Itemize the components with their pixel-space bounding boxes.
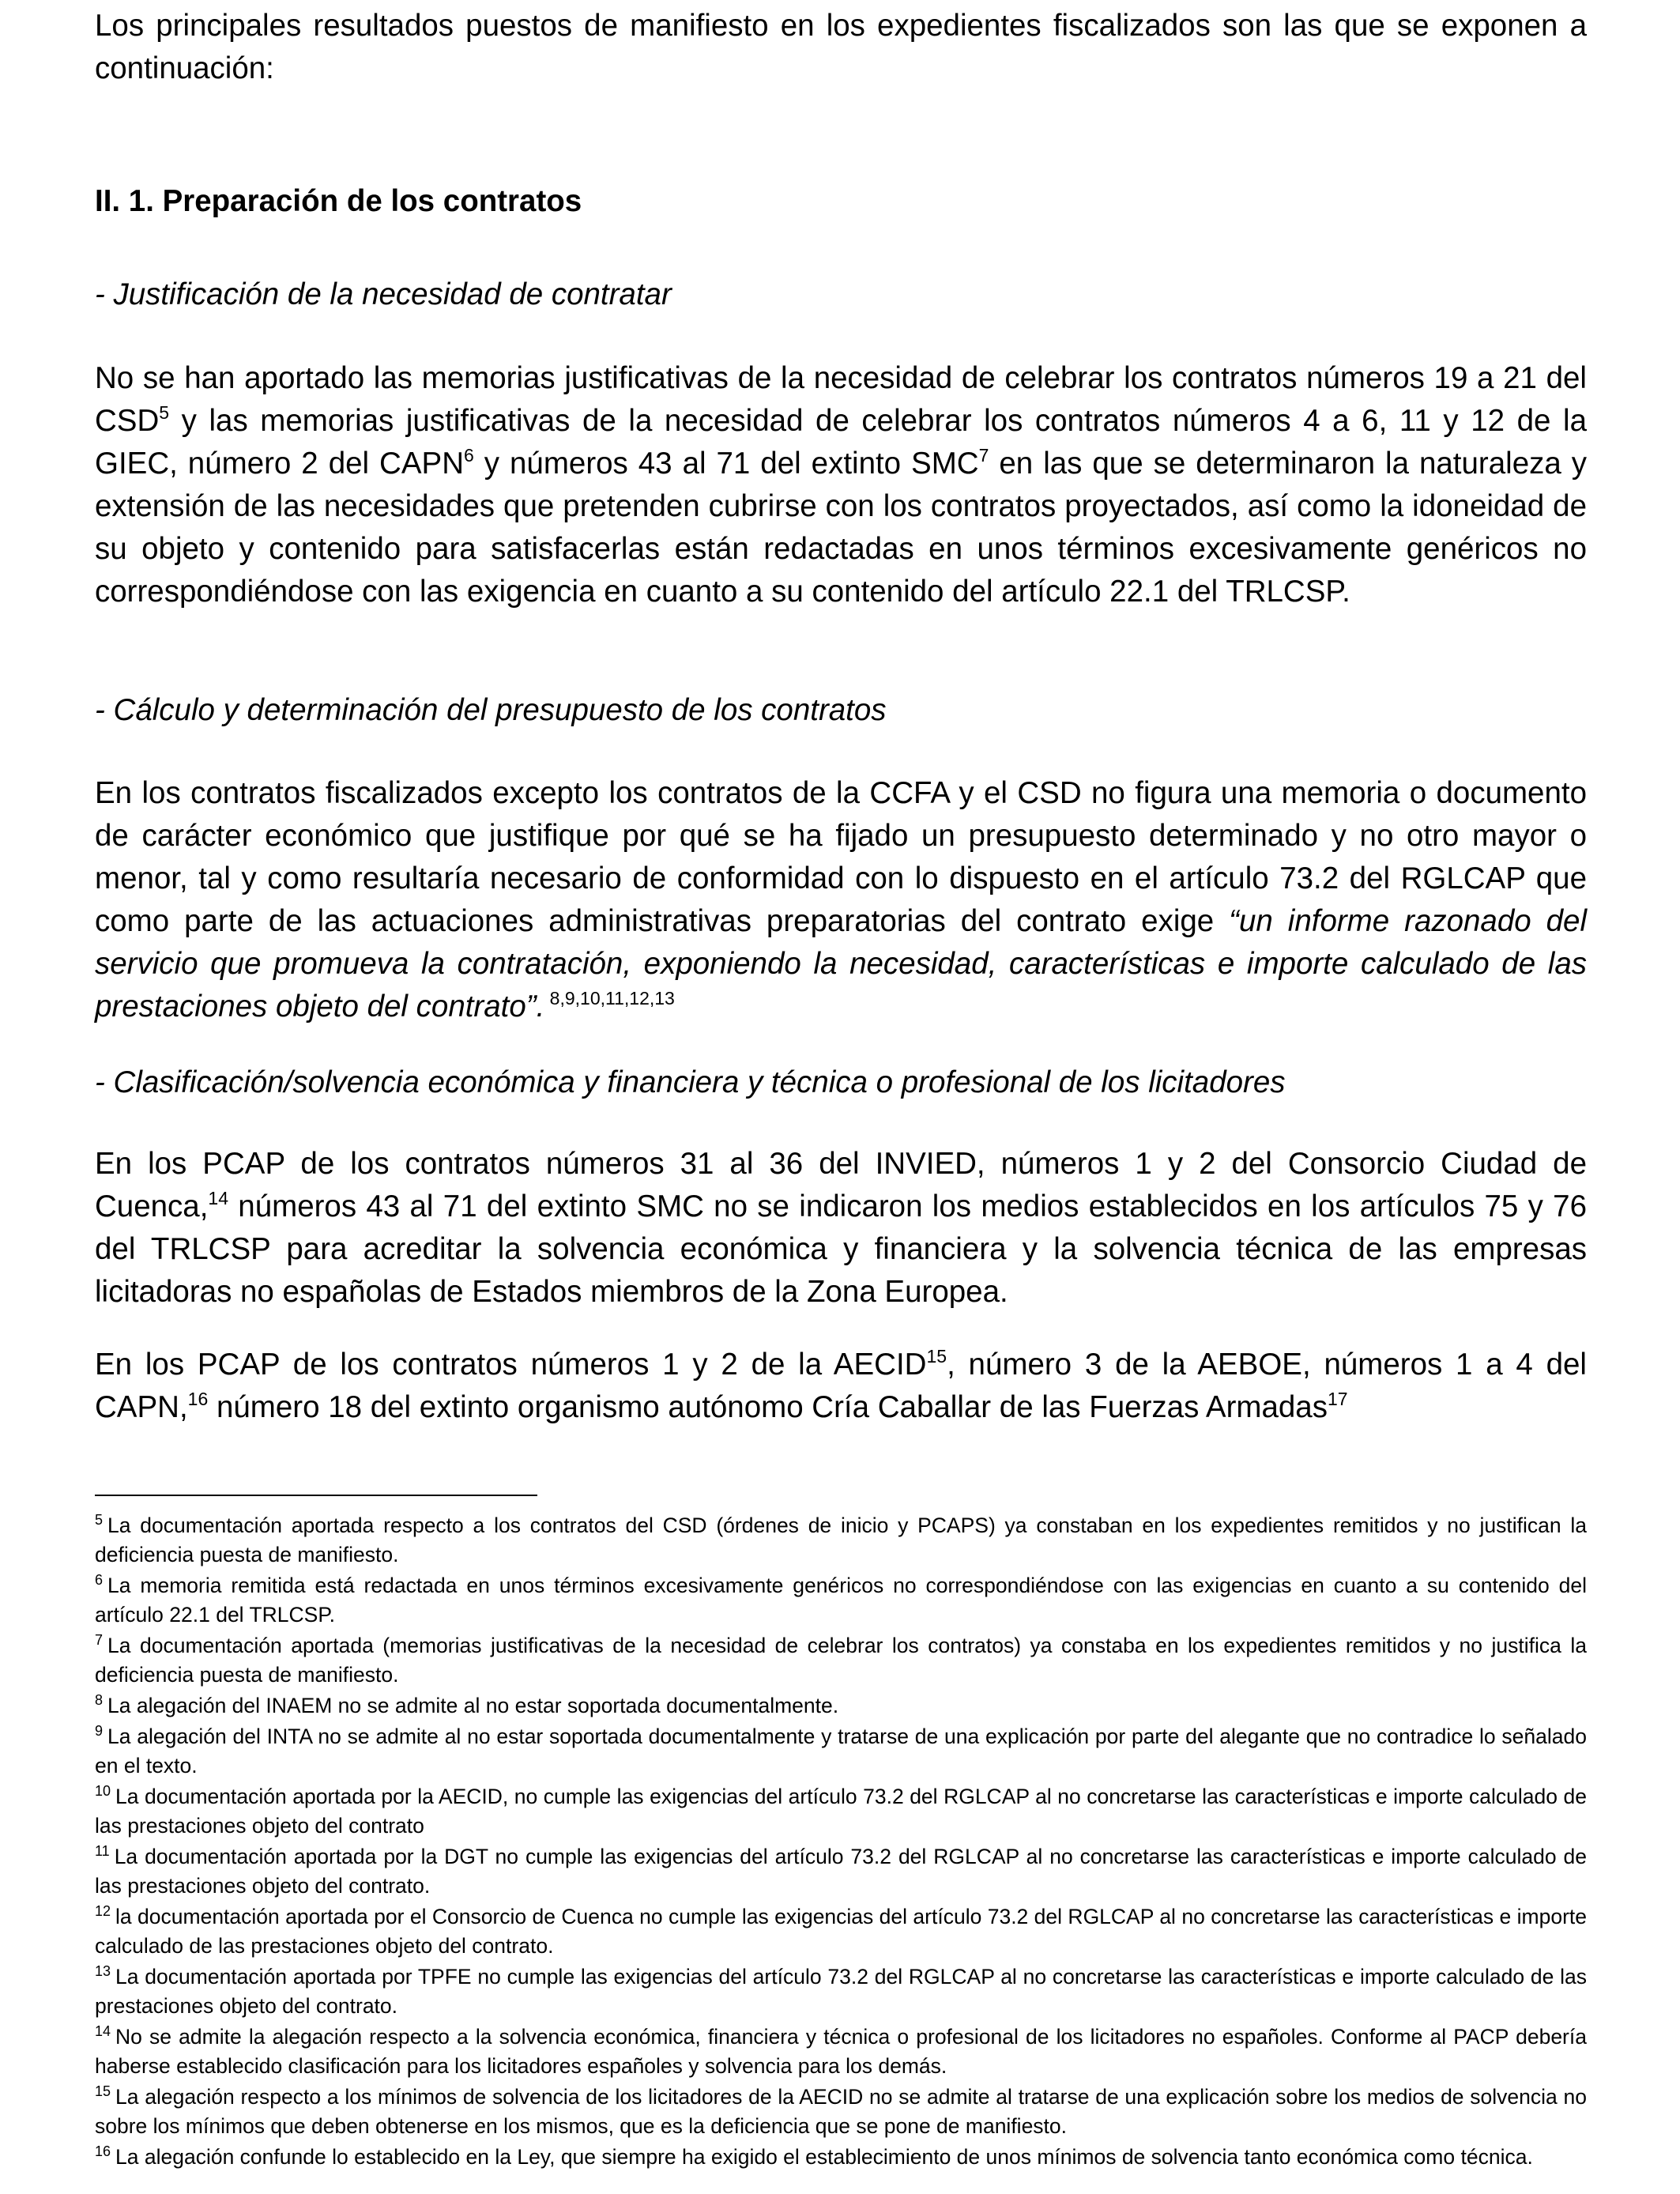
footnote-text: La documentación aportada por la AECID, no cumple las exigencias del artículo 73.2 del RGLCAP al no concretarse las características e importe calculado de las prestaciones objeto del contrato	[95, 1785, 1587, 1838]
footnote	[95, 1902, 1587, 1961]
text-run: En los PCAP de los contratos números 31 al 36 del INVIED, números 1 y 2 del Consorcio Ciudad de Cuenca,	[95, 1147, 1587, 1223]
footnote-text: La documentación aportada (memorias justificativas de la necesidad de celebrar los contratos) ya constaba en los expedientes remitidos y no justifica la deficiencia puesta de manifiesto.	[95, 1634, 1587, 1687]
footnote-ref[interactable]: 15	[926, 1346, 947, 1367]
text-run: número 18 del extinto organismo autónomo Cría Caballar de las Fuerzas Armadas	[208, 1390, 1328, 1424]
footnote-separator	[95, 1495, 537, 1496]
text-run: En los PCAP de los contratos números 1 y 2 de la AECID	[95, 1348, 927, 1382]
footnote-text: La alegación del INTA no se admite al no estar soportada documentalmente y tratarse de una explicación por parte del alegante que no contradice lo señalado en el texto.	[95, 1725, 1587, 1777]
subheading-justificacion: - Justificación de la necesidad de contratar	[95, 277, 672, 311]
footnote-ref[interactable]: 17	[1327, 1389, 1348, 1409]
footnote-text: No se admite la alegación respecto a la solvencia económica, financiera y técnica o profesional de los licitadores no españoles. Conforme al PACP debería haberse establecido clasificación para los licitadores españoles y solvencia para los demás.	[95, 2025, 1587, 2078]
footnote	[95, 1842, 1587, 1901]
footnote-text: la documentación aportada por el Consorcio de Cuenca no cumple las exigencias del artículo 73.2 del RGLCAP al no concretarse las características e importe calculado de las prestaciones objeto del contrato.	[95, 1905, 1587, 1958]
footnote-number: 6	[95, 1572, 104, 1588]
text-run: en las que se determinaron la naturaleza y extensión de las necesidades que pretenden cubrirse con los contratos proyectados, así como la idoneidad de su objeto y contenido para satisfacerlas están redactadas en unos términos excesivamente genéricos no correspondiéndose con las exigencia en cuanto a su contenido del artículo 22.1 del TRLCSP.	[95, 447, 1587, 609]
section-heading: II. 1. Preparación de los contratos	[95, 184, 582, 218]
footnote-number: 8	[95, 1692, 104, 1708]
footnote	[95, 2022, 1587, 2081]
text-run: y números 43 al 71 del extinto SMC	[473, 447, 979, 481]
footnote-number: 11	[95, 1843, 110, 1859]
footnote	[95, 1722, 1587, 1781]
footnote-text: La documentación aportada por la DGT no cumple las exigencias del artículo 73.2 del RGLCAP al no concretarse las características e importe calculado de las prestaciones objeto del contrato.	[95, 1845, 1587, 1898]
subheading-presupuesto: - Cálculo y determinación del presupuesto de los contratos	[95, 693, 887, 727]
footnote	[95, 1962, 1587, 2021]
footnote	[95, 1571, 1587, 1630]
footnote-text: La alegación del INAEM no se admite al no estar soportada documentalmente.	[107, 1694, 839, 1717]
paragraph-justificacion	[95, 357, 1587, 613]
footnote	[95, 1691, 1587, 1721]
paragraph-presupuesto	[95, 772, 1587, 1028]
footnote-number: 9	[95, 1723, 104, 1739]
footnote-text: La alegación confunde lo establecido en la Ley, que siempre ha exigido el establecimiento de unos mínimos de solvencia tanto económica como técnica.	[115, 2145, 1533, 2169]
footnote-number: 13	[95, 1963, 111, 1979]
footnote-number: 12	[95, 1903, 111, 1919]
footnote-number: 15	[95, 2083, 111, 2099]
intro-paragraph: Los principales resultados puestos de manifiesto en los expedientes fiscalizados son las que se exponen a continuación:	[95, 9, 1587, 85]
footnote-number: 10	[95, 1783, 111, 1799]
footnote-ref[interactable]: 14	[208, 1188, 228, 1208]
quoted-text: “un informe razonado del servicio que promueva la contratación, exponiendo la necesidad, características e importe calculado de las prestaciones objeto del contrato”.	[95, 904, 1587, 1023]
footnote-text: La alegación respecto a los mínimos de solvencia de los licitadores de la AECID no se admite al tratarse de una explicación sobre los medios de solvencia no sobre los mínimos que deben obtenerse en los mismos, que es la deficiencia que se pone de manifiesto.	[95, 2085, 1587, 2138]
footnote-ref[interactable]: 16	[187, 1389, 209, 1409]
footnote-ref[interactable]: 7	[978, 445, 989, 466]
footnote-number: 7	[95, 1632, 104, 1648]
text-run: , número 3 de la AEBOE, números 1 a 4 del CAPN,	[95, 1348, 1587, 1424]
footnote-ref[interactable]: 5	[159, 402, 170, 423]
footnote	[95, 1511, 1587, 1570]
text-run: No se han aportado las memorias justificativas de la necesidad de celebrar los contratos números 19 a 21 del CSD	[95, 361, 1587, 438]
footnote-ref[interactable]: 6	[464, 445, 474, 466]
footnote-number: 5	[95, 1512, 104, 1528]
footnote-text: La memoria remitida está redactada en unos términos excesivamente genéricos no correspondiéndose con las exigencias en cuanto a su contenido del artículo 22.1 del TRLCSP.	[95, 1574, 1587, 1627]
footnote	[95, 1782, 1587, 1841]
footnote	[95, 2143, 1587, 2172]
footnote-text: La documentación aportada por TPFE no cumple las exigencias del artículo 73.2 del RGLCAP al no concretarse las características e importe calculado de las prestaciones objeto del contrato.	[95, 1965, 1587, 2018]
footnote-number: 14	[95, 2023, 111, 2039]
text-run: En los contratos fiscalizados excepto los contratos de la CCFA y el CSD no figura una memoria o documento de carácter económico que justifique por qué se ha fijado un presupuesto determinado y no otro mayor o menor, tal y como resultaría necesario de conformidad con lo dispuesto en el artículo 73.2 del RGLCAP que como parte de las actuaciones administrativas preparatorias del contrato exige	[95, 776, 1587, 938]
footnote-text: La documentación aportada respecto a los contratos del CSD (órdenes de inicio y PCAPS) ya constaban en los expedientes remitidos y no justifican la deficiencia puesta de manifiesto.	[95, 1514, 1587, 1566]
footnote-number: 16	[95, 2143, 111, 2159]
footnotes-section	[95, 1511, 1587, 2173]
subheading-solvencia: - Clasificación/solvencia económica y financiera y técnica o profesional de los licitadores	[95, 1065, 1286, 1099]
paragraph-solvencia-1	[95, 1143, 1587, 1314]
text-run: números 43 al 71 del extinto SMC no se indicaron los medios establecidos en los artículos 75 y 76 del TRLCSP para acreditar la solvencia económica y financiera y la solvencia técnica de las empresas licitadoras no españolas de Estados miembros de la Zona Europea.	[95, 1189, 1587, 1309]
footnote	[95, 2083, 1587, 2141]
footnote-refs[interactable]: 8,9,10,11,12,13	[544, 988, 675, 1008]
text-run: y las memorias justificativas de la necesidad de celebrar los contratos números 4 a 6, 11 y 12 de la GIEC, número 2 del CAPN	[95, 404, 1587, 481]
footnote	[95, 1631, 1587, 1690]
paragraph-solvencia-2	[95, 1344, 1587, 1429]
